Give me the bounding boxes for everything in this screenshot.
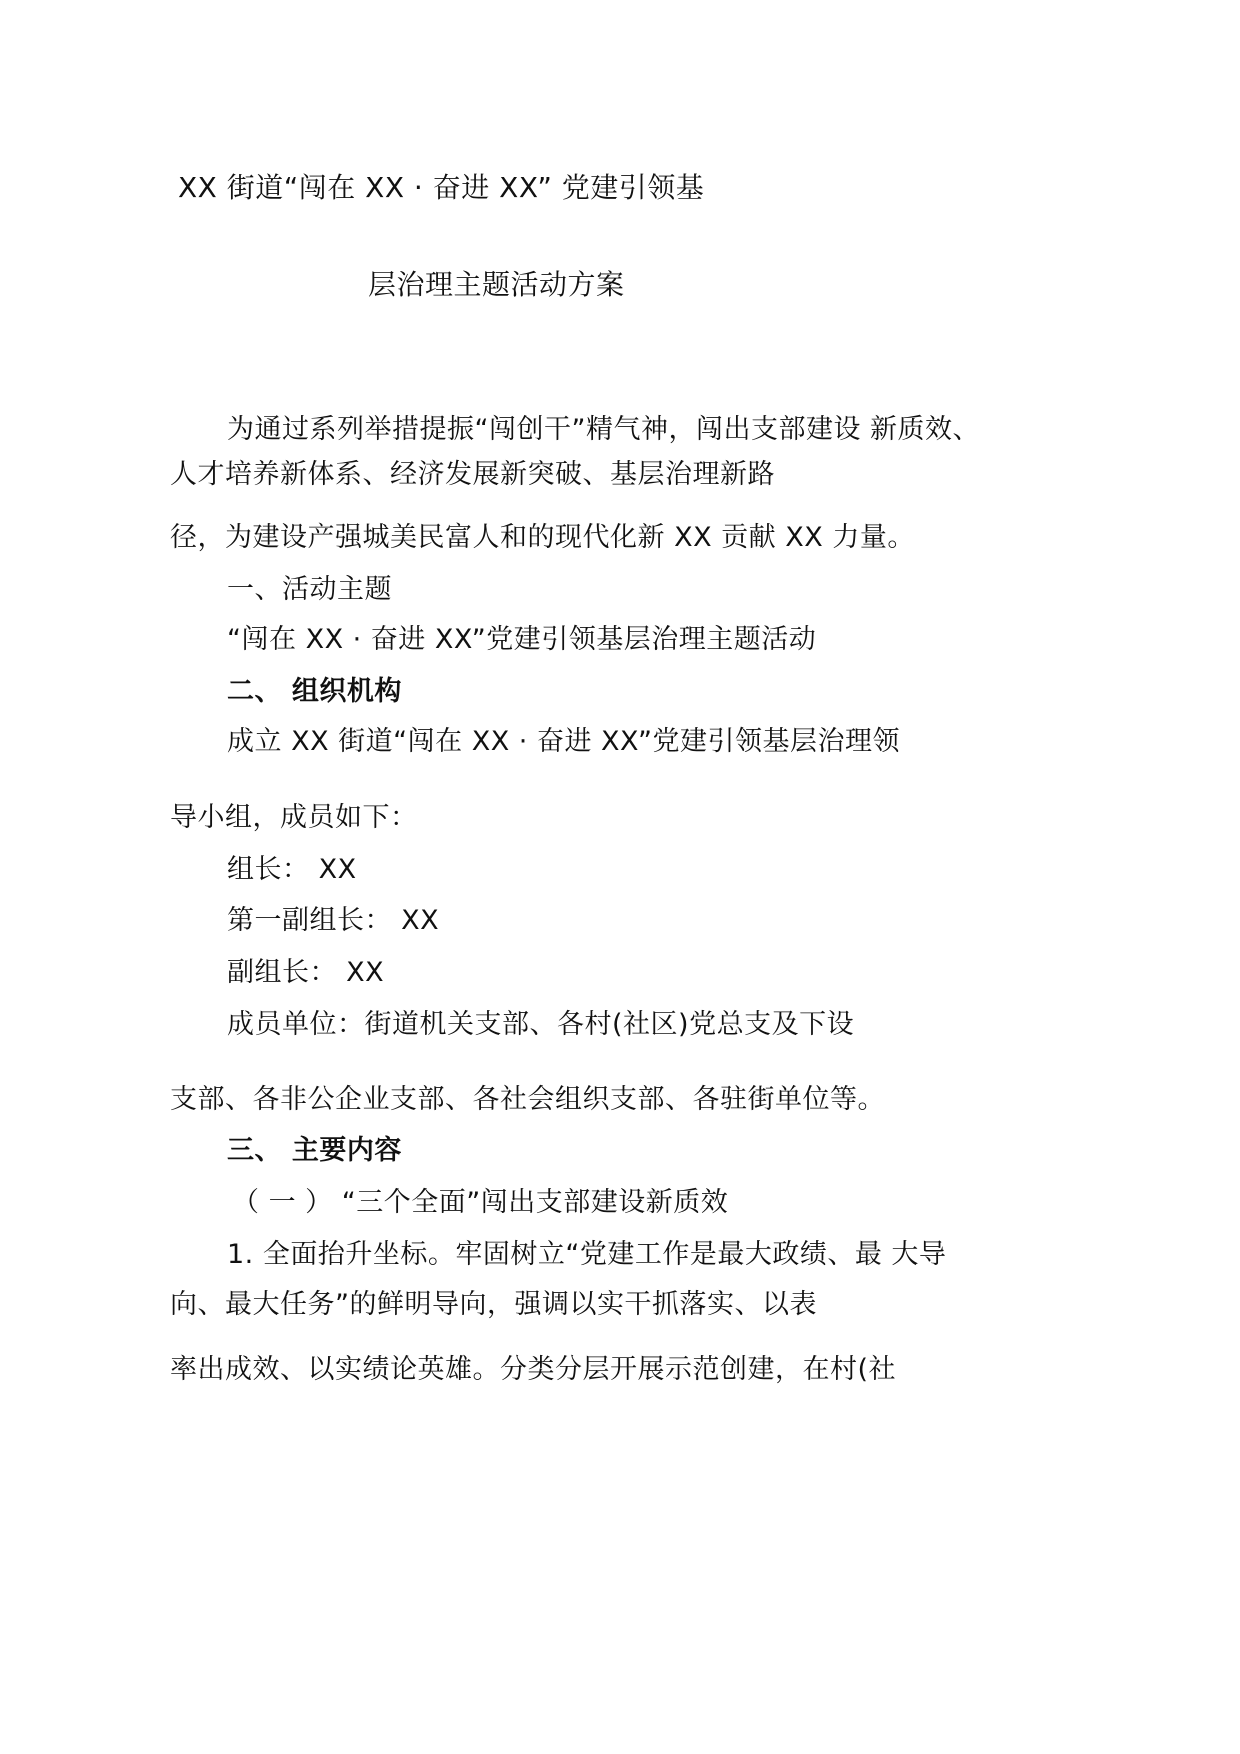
deputy-line: 副组长： XX [227, 957, 385, 988]
section-3-heading: 三、 主要内容 [227, 1135, 402, 1166]
document-title-line-2: 层治理主题活动方案 [368, 268, 625, 301]
document-title-line-1: XX 街道“闯在 XX · 奋进 XX” 党建引领基 [178, 171, 705, 204]
section-2-line-2: 导小组，成员如下： [170, 802, 418, 833]
item-1-line-2: 向、最大任务”的鲜明导向，强调以实干抓落实、以表 [170, 1289, 817, 1320]
first-deputy-line: 第一副组长： XX [227, 905, 440, 936]
intro-paragraph-line-1: 为通过系列举措提振“闯创干”精气神，闯出支部建设 新质效、 [227, 414, 981, 445]
member-units-line-2: 支部、各非公企业支部、各社会组织支部、各驻街单位等。 [170, 1084, 885, 1115]
section-1-body: “闯在 XX · 奋进 XX”党建引领基层治理主题活动 [227, 624, 817, 655]
section-2-line-1: 成立 XX 街道“闯在 XX · 奋进 XX”党建引领基层治理领 [227, 726, 900, 757]
intro-paragraph-line-3: 径，为建设产强城美民富人和的现代化新 XX 贡献 XX 力量。 [170, 522, 915, 553]
subsection-1-heading: （ 一 ） “三个全面”闯出支部建设新质效 [232, 1187, 729, 1218]
leader-line: 组长： XX [227, 854, 357, 885]
section-1-heading: 一、活动主题 [227, 574, 392, 605]
item-1-line-3: 率出成效、以实绩论英雄。分类分层开展示范创建，在村(社 [170, 1354, 897, 1385]
intro-paragraph-line-2: 人才培养新体系、经济发展新突破、基层治理新路 [170, 459, 775, 490]
item-1-line-1: 1. 全面抬升坐标。牢固树立“党建工作是最大政绩、最 大导 [227, 1239, 947, 1270]
section-2-heading: 二、 组织机构 [227, 676, 402, 707]
member-units-line-1: 成员单位：街道机关支部、各村(社区)党总支及下设 [227, 1009, 855, 1040]
